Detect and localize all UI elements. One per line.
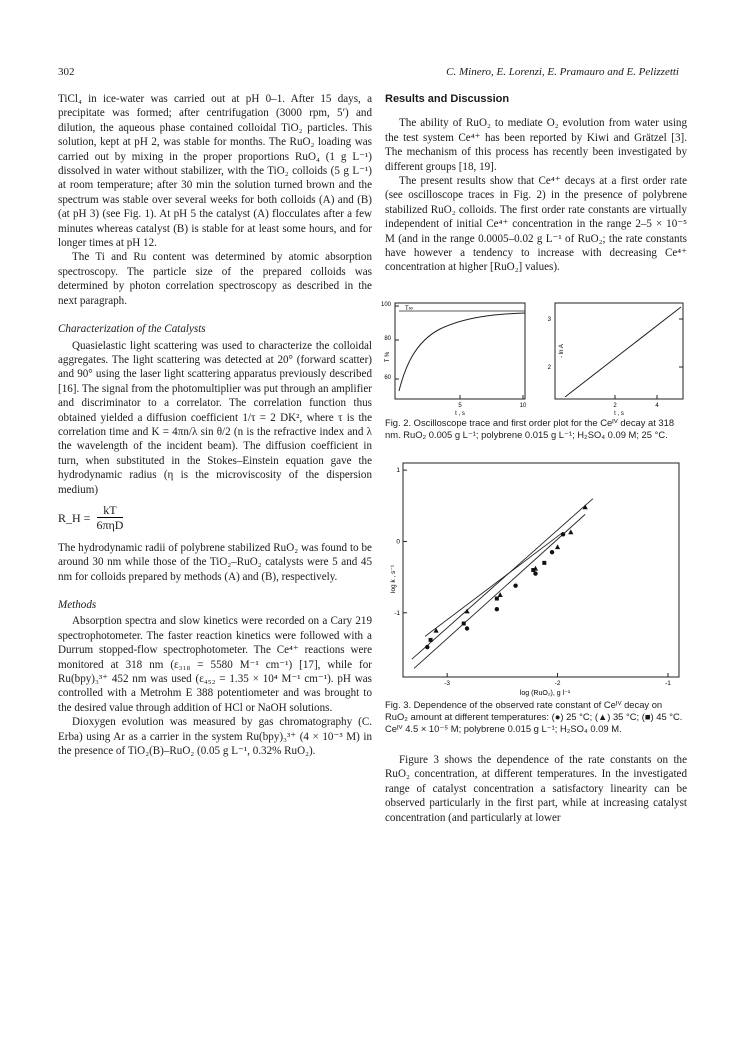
section-heading: Characterization of the Catalysts — [58, 323, 206, 336]
fig3-xlabel: log (RuO₂), g l⁻¹ — [519, 689, 571, 697]
fig2-left-ytick: 60 — [384, 374, 391, 381]
paragraph: Absorption spectra and slow kinetics were recorded on a Cary 219 spectrophotometer. The faster reaction kinetics were followed with a Durrum stopped-flow spectrophotometer. The Ce⁴⁺ reactions were monitored at 318 nm (ε₃₁₈ = 5580 M⁻¹ cm⁻¹) [17], while for Ru(bpy)₃³⁺ 452 nm was used (ε₄₅₂ = 1.35 × 10⁴ M⁻¹ cm⁻¹). pH was controlled with a Metrohm E 388 potentiometer and was brought to the desired value through addition of HCl or NaOH solutions. — [58, 615, 372, 714]
fig3-xtick-label: -2 — [554, 679, 561, 687]
paragraph: Figure 3 shows the dependence of the rate constants on the RuO₂ concentration, at different temperatures. In the investigated range of catalyst concentration a satisfactory linearity can be observed particularly in the first part, while at increasing catalyst concentration (and particularly at lower — [385, 753, 687, 824]
paragraph: TiCl₄ in ice-water was carried out at pH 0–1. After 15 days, a precipitate was formed; after centrifugation (3000 rpm, 5′) and dilution, the aqueous phase contained colloidal TiO₂ particles. This solution, kept at pH 2, was stable for months. The RuO₂ loading was carried out by mixing in the proper proportions RuO₄ (1 g L⁻¹) dissolved in water without stabilizer, with the TiO₂ colloids (5 g L⁻¹) at room temperature; after 30 min the solution turned brown and the spectrum was stable over several weeks for both colloids (A) and (B) (at pH 3) (see Fig. 1). At pH 5 the catalyst (A) flocculates after a few minutes whereas catalyst (B) is stable for at least some hours, and for longer times at pH 12. — [58, 93, 372, 250]
fig3-point-circle — [561, 532, 565, 536]
right-column — [380, 92, 687, 825]
fig3-frame — [403, 463, 679, 677]
fig3-point-triangle — [464, 608, 469, 613]
paragraph: Quasielastic light scattering was used to characterize the colloidal aggregates. The light scattering was detected at 20° (forward scatter) and 90° using the laser light scattering apparatus previously described [16]. The signal from the photomultiplier was put through an amplifier and discriminator to a correlator. The correlation function thus obtained yielded a diffusion coefficient 1/τ = 2 DK², where τ is the correlation time and K = 4πn/λ sin θ/2 (n is the refractive index and λ the wavelength of the incident beam). The diffusion coefficient in turn, when substituted in the Stokes–Einstein equation gave the hydrodynamic radius (η is the microviscosity of the dispersion medium) — [58, 339, 372, 496]
fig3-xtick-label: -1 — [665, 679, 671, 687]
figure-3-caption: Fig. 3. Dependence of the observed rate constant of Ceᴵⱽ decay on RuO₂ amount at different temperatures: (●) 25 °C; (▲) 35 °C; (■) 45 °C. Ceᴵⱽ 4.5 × 10⁻⁵ M; polybrene 0.015 g L⁻¹; H₂SO₄ 0.09 M. — [385, 698, 683, 734]
fig3-point-circle — [465, 626, 469, 630]
fig2-left-ytick: 80 — [384, 335, 391, 342]
section-heading: Results and Discussion — [385, 93, 510, 105]
fig2-left-xtick: 5 — [458, 402, 462, 409]
fig3-point-square — [462, 621, 466, 625]
paragraph: The present results show that Ce⁴⁺ decays at a first order rate (see oscilloscope traces in Fig. 2) in the presence of polybrene stabilized RuO₂ colloids. The first order rate constants are virtually independent of initial Ce⁴⁺ concentration in the range 2–5 × 10⁻⁵ M (and in the range 0.0005–0.02 g L⁻¹ of RuO₂; the rate constants have however a tendency to increase with decreasing Ce⁴⁺ concentration at higher [RuO₂] values). — [385, 175, 687, 274]
fig3-point-square — [542, 561, 546, 565]
fig3-point-square — [495, 596, 499, 600]
fig2-left-frame — [395, 303, 525, 399]
equation-fraction — [96, 503, 123, 533]
fig3-ytick-label: -1 — [394, 609, 400, 617]
section-heading: Methods — [58, 599, 97, 611]
fig3-point-circle — [513, 583, 517, 587]
running-head: C. Minero, E. Lorenzi, E. Pramauro and E. Pelizzetti — [446, 66, 679, 78]
fig2-left-ylabel: T % — [385, 351, 391, 363]
figure-2-caption: Fig. 2. Oscilloscope trace and first order plot for the Ceᴵⱽ decay at 318 nm. RuO₂ 0.005 g L⁻¹; polybrene 0.015 g L⁻¹; H₂SO₄ 0.09 M; 25 °C. — [385, 416, 675, 440]
paragraph: The hydrodynamic radii of polybrene stabilized RuO₂ was found to be around 30 nm while those of the TiO₂–RuO₂ catalysts were 5 and 45 nm for colloids prepared by methods (A) and (B), respectively. — [58, 541, 372, 583]
fig3-ylabel: log k , s⁻¹ — [390, 564, 397, 593]
fig2-curve-label: T∞ — [405, 305, 413, 312]
fig3-point-circle — [495, 607, 499, 611]
figure-3 — [385, 459, 687, 735]
fig3-point-circle — [533, 571, 537, 575]
page-number: 302 — [58, 66, 75, 78]
fig2-first-order-line — [565, 307, 681, 397]
fig2-right-frame — [555, 303, 683, 399]
equation-lhs: R_H = — [58, 510, 91, 525]
fig3-fit-line — [414, 514, 585, 668]
fig3-point-circle — [550, 550, 554, 554]
figure-2-plots — [380, 297, 687, 417]
fig2-left-ytick: 100 — [380, 301, 391, 308]
fig2-right-ylabel: - ln A — [559, 344, 565, 358]
paragraph: The ability of RuO₂ to mediate O₂ evolution from water using the test system Ce⁴⁺ has been reported by Kiwi and Grätzel [3]. The mechanism of this process has recently been investigated by different groups [18, 19]. — [385, 117, 687, 173]
fig2-right-xtick: 2 — [613, 402, 617, 409]
fig2-right-ytick: 2 — [547, 364, 551, 371]
fig3-ytick-label: 1 — [396, 467, 400, 475]
fig2-left-panel — [381, 302, 527, 417]
fig3-fit-line — [425, 532, 563, 636]
fig2-trace-curve — [399, 313, 525, 391]
fig3-point-triangle — [434, 628, 439, 633]
figure-3-chart — [385, 459, 687, 699]
fig2-right-xlabel: t , s — [614, 410, 624, 417]
stokes-einstein-equation — [58, 503, 372, 533]
fig3-point-triangle — [555, 544, 560, 549]
fig3-fit-line — [412, 499, 593, 660]
fig3-ytick-label: 0 — [396, 538, 400, 546]
equation-numerator: kT — [97, 503, 122, 518]
equation-denominator: 6πηD — [96, 518, 124, 533]
fig3-point-triangle — [568, 529, 573, 534]
fig3-point-circle — [425, 645, 429, 649]
fig2-left-xlabel: t , s — [455, 410, 465, 417]
fig2-right-xtick: 4 — [655, 402, 659, 409]
figure-2 — [380, 297, 687, 441]
fig3-point-square — [429, 638, 433, 642]
left-column — [58, 92, 372, 758]
fig3-point-square — [531, 568, 535, 572]
fig2-right-panel — [548, 303, 683, 417]
fig2-right-ytick: 3 — [547, 316, 551, 323]
fig2-left-xtick: 10 — [519, 402, 527, 409]
paragraph: Dioxygen evolution was measured by gas chromatography (C. Erba) using Ar as a carrier in the system Ru(bpy)₃³⁺ (4 × 10⁻³ M) in the presence of TiO₂(B)–RuO₂ (0.05 g L⁻¹, 0.32% RuO₂). — [58, 716, 372, 758]
paragraph: The Ti and Ru content was determined by atomic absorption spectroscopy. The particle size of the prepared colloids was determined by photon correlation spectroscopy as described in the next paragraph. — [58, 251, 372, 307]
fig3-xtick-label: -3 — [444, 679, 451, 687]
